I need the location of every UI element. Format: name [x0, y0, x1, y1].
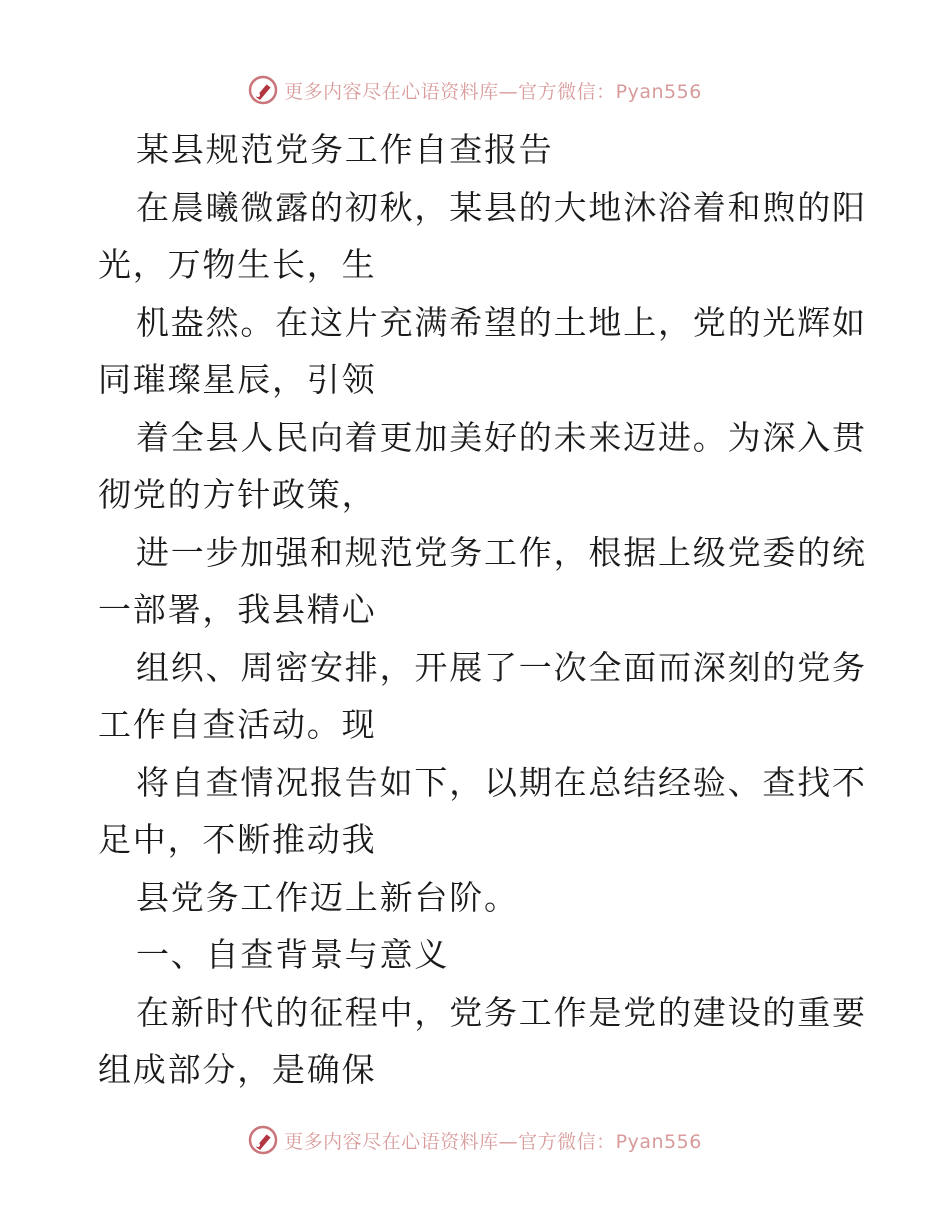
paragraph-line: 着全县人民向着更加美好的未来迈进。为深入贯 — [136, 417, 867, 457]
paragraph-line: 工作自查活动。现 — [98, 705, 377, 744]
paragraph-line: 组成部分，是确保 — [98, 1050, 377, 1089]
paragraph-line: 同璀璨星辰，引领 — [98, 360, 377, 399]
paragraph-line: 进一步加强和规范党务工作，根据上级党委的统 — [136, 532, 867, 572]
section-heading: 一、自查背景与意义 — [136, 935, 450, 974]
pen-nib-logo-icon — [248, 1125, 278, 1155]
document-title: 某县规范党务工作自查报告 — [136, 130, 554, 169]
paragraph-line: 光，万物生长，生 — [98, 245, 377, 284]
watermark-text: 更多内容尽在心语资料库—官方微信：Pyan556 — [284, 80, 702, 103]
document-body — [98, 121, 867, 1099]
paragraph-line: 一部署，我县精心 — [98, 590, 377, 629]
pen-nib-logo-icon — [248, 75, 278, 105]
paragraph-line: 在新时代的征程中，党务工作是党的建设的重要 — [136, 992, 867, 1032]
header-watermark-banner — [0, 72, 950, 108]
paragraph-line: 将自查情况报告如下，以期在总结经验、查找不 — [136, 762, 867, 802]
paragraph-line: 组织、周密安排，开展了一次全面而深刻的党务 — [136, 647, 867, 687]
footer-watermark-banner — [0, 1122, 950, 1158]
paragraph-line: 机盎然。在这片充满希望的土地上，党的光辉如 — [136, 302, 867, 342]
paragraph-line: 彻党的方针政策， — [98, 475, 377, 514]
paragraph-line: 县党务工作迈上新台阶。 — [136, 877, 519, 917]
watermark-text: 更多内容尽在心语资料库—官方微信：Pyan556 — [284, 1130, 702, 1153]
paragraph-line: 在晨曦微露的初秋，某县的大地沐浴着和煦的阳 — [136, 187, 867, 227]
paragraph-line: 足中，不断推动我 — [98, 820, 377, 859]
